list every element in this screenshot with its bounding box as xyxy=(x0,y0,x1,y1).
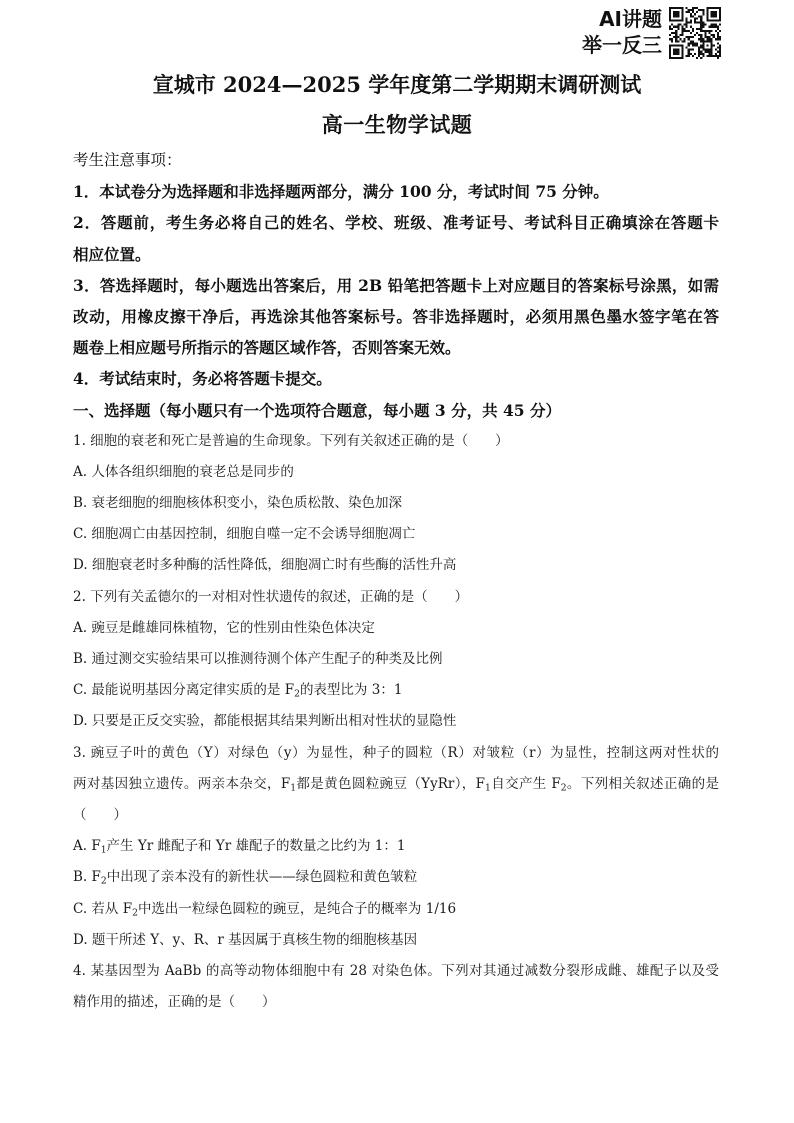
exam-body xyxy=(73,145,719,1018)
notice-item-3-line-1: 3．答选择题时，每小题选出答案后，用 2B 铅笔把答题卡上对应题目的答案标号涂黑，如需 xyxy=(73,275,719,295)
question-4 xyxy=(73,956,719,1018)
qr-code[interactable] xyxy=(669,7,721,59)
text-segment: 两对基因独立遗传。两亲本杂交，F xyxy=(73,775,291,792)
question-3-stem-line-3: （ ） xyxy=(73,806,127,823)
question-2-option-d: D. 只要是正反交实验，都能根据其结果判断出相对性状的显隐性 xyxy=(73,713,457,730)
question-1-stem: 1. 细胞的衰老和死亡是普遍的生命现象。下列有关叙述正确的是（ ） xyxy=(73,432,509,449)
subscript: 2 xyxy=(294,688,300,700)
question-1-option-b: B. 衰老细胞的细胞核体积变小，染色质松散、染色加深 xyxy=(73,495,403,512)
text-segment: 中出现了亲本没有的新性状——绿色圆粒和黄色皱粒 xyxy=(106,869,418,886)
notice-item-4: 4．考试结束时，务必将答题卡提交。 xyxy=(73,369,332,389)
question-2-option-b: B. 通过测交实验结果可以推测待测个体产生配子的种类及比例 xyxy=(73,651,443,667)
question-2-stem: 2. 下列有关孟德尔的一对相对性状遗传的叙述，正确的是（ ） xyxy=(73,588,469,605)
question-2-option-a: A. 豌豆是雌雄同株植物，它的性别由性染色体决定 xyxy=(73,619,375,636)
question-3-stem-line-1: 3. 豌豆子叶的黄色（Y）对绿色（y）为显性，种子的圆粒（R）对皱粒（r）为显性，控制这两对性状的 xyxy=(73,744,719,761)
question-1-option-c: C. 细胞凋亡由基因控制，细胞自噬一定不会诱导细胞凋亡 xyxy=(73,526,416,543)
text-segment: C. 若从 F xyxy=(73,900,133,917)
question-2 xyxy=(73,582,719,738)
brand-block xyxy=(582,6,662,58)
text-segment: 都是黄色圆粒豌豆（YyRr），F xyxy=(296,775,486,792)
question-2-option-c xyxy=(73,675,719,706)
exam-subtitle: 高一生物学试题 xyxy=(321,112,473,137)
question-3-option-b xyxy=(73,862,719,893)
notice-item-2-line-1: 2．答题前，考生务必将自己的姓名、学校、班级、准考证号、考试科目正确填涂在答题卡 xyxy=(73,213,719,233)
question-3-stem-line-2 xyxy=(73,769,719,800)
question-3-option-c xyxy=(73,894,719,925)
notice-block xyxy=(73,145,719,395)
text-segment: 的表型比为 3：1 xyxy=(299,682,403,699)
text-segment: B. F xyxy=(73,869,101,886)
question-3-option-a xyxy=(73,831,719,862)
question-1 xyxy=(73,426,719,582)
notice-item-2-line-2: 相应位置。 xyxy=(73,244,151,264)
section-heading-choice: 一、选择题（每小题只有一个选项符合题意，每小题 3 分，共 45 分） xyxy=(73,400,561,420)
subscript: 1 xyxy=(485,782,491,794)
question-1-option-d: D. 细胞衰老时多种酶的活性降低，细胞凋亡时有些酶的活性升高 xyxy=(73,557,457,574)
notice-heading: 考生注意事项： xyxy=(73,151,182,169)
subscript: 2 xyxy=(560,782,567,794)
text-segment: A. F xyxy=(73,838,101,855)
ai-explain-label[interactable]: AI讲题 xyxy=(599,7,662,31)
text-segment: 。下列相关叙述正确的是 xyxy=(566,775,719,792)
subscript: 1 xyxy=(100,844,107,856)
brand-slogan: 举一反三 xyxy=(582,33,662,57)
question-1-option-a: A. 人体各组织细胞的衰老总是同步的 xyxy=(73,463,294,480)
exam-title: 宣城市 2024—2025 学年度第二学期期末调研测试 xyxy=(152,72,642,97)
notice-item-3-line-2: 改动，用橡皮擦干净后，再选涂其他答案标号。答非选择题时，必须用黑色墨水签字笔在答 xyxy=(73,306,719,326)
notice-item-1: 1．本试卷分为选择题和非选择题两部分，满分 100 分，考试时间 75 分钟。 xyxy=(73,182,609,202)
question-4-stem-line-2: 精作用的描述，正确的是（ ） xyxy=(73,994,276,1011)
subscript: 1 xyxy=(290,782,297,794)
question-4-stem-line-1: 4. 某基因型为 AaBb 的高等动物体细胞中有 28 对染色体。下列对其通过减数分裂形成雌、雄配子以及受 xyxy=(73,962,719,979)
text-segment: 产生 Yr 雌配子和 Yr 雄配子的数量之比约为 1：1 xyxy=(106,838,406,855)
subscript: 2 xyxy=(132,906,138,918)
text-segment: 中选出一粒绿色圆粒的豌豆，是纯合子的概率为 1/16 xyxy=(137,900,457,917)
notice-item-3-line-3: 题卷上相应题号所指示的答题区域作答，否则答案无效。 xyxy=(73,338,461,358)
question-3 xyxy=(73,738,719,956)
question-3-option-d: D. 题干所述 Y、y、R、r 基因属于真核生物的细胞核基因 xyxy=(73,931,418,948)
text-segment: C. 最能说明基因分离定律实质的是 F xyxy=(73,682,295,699)
subscript: 2 xyxy=(100,875,107,887)
text-segment: 自交产生 F xyxy=(490,775,561,792)
